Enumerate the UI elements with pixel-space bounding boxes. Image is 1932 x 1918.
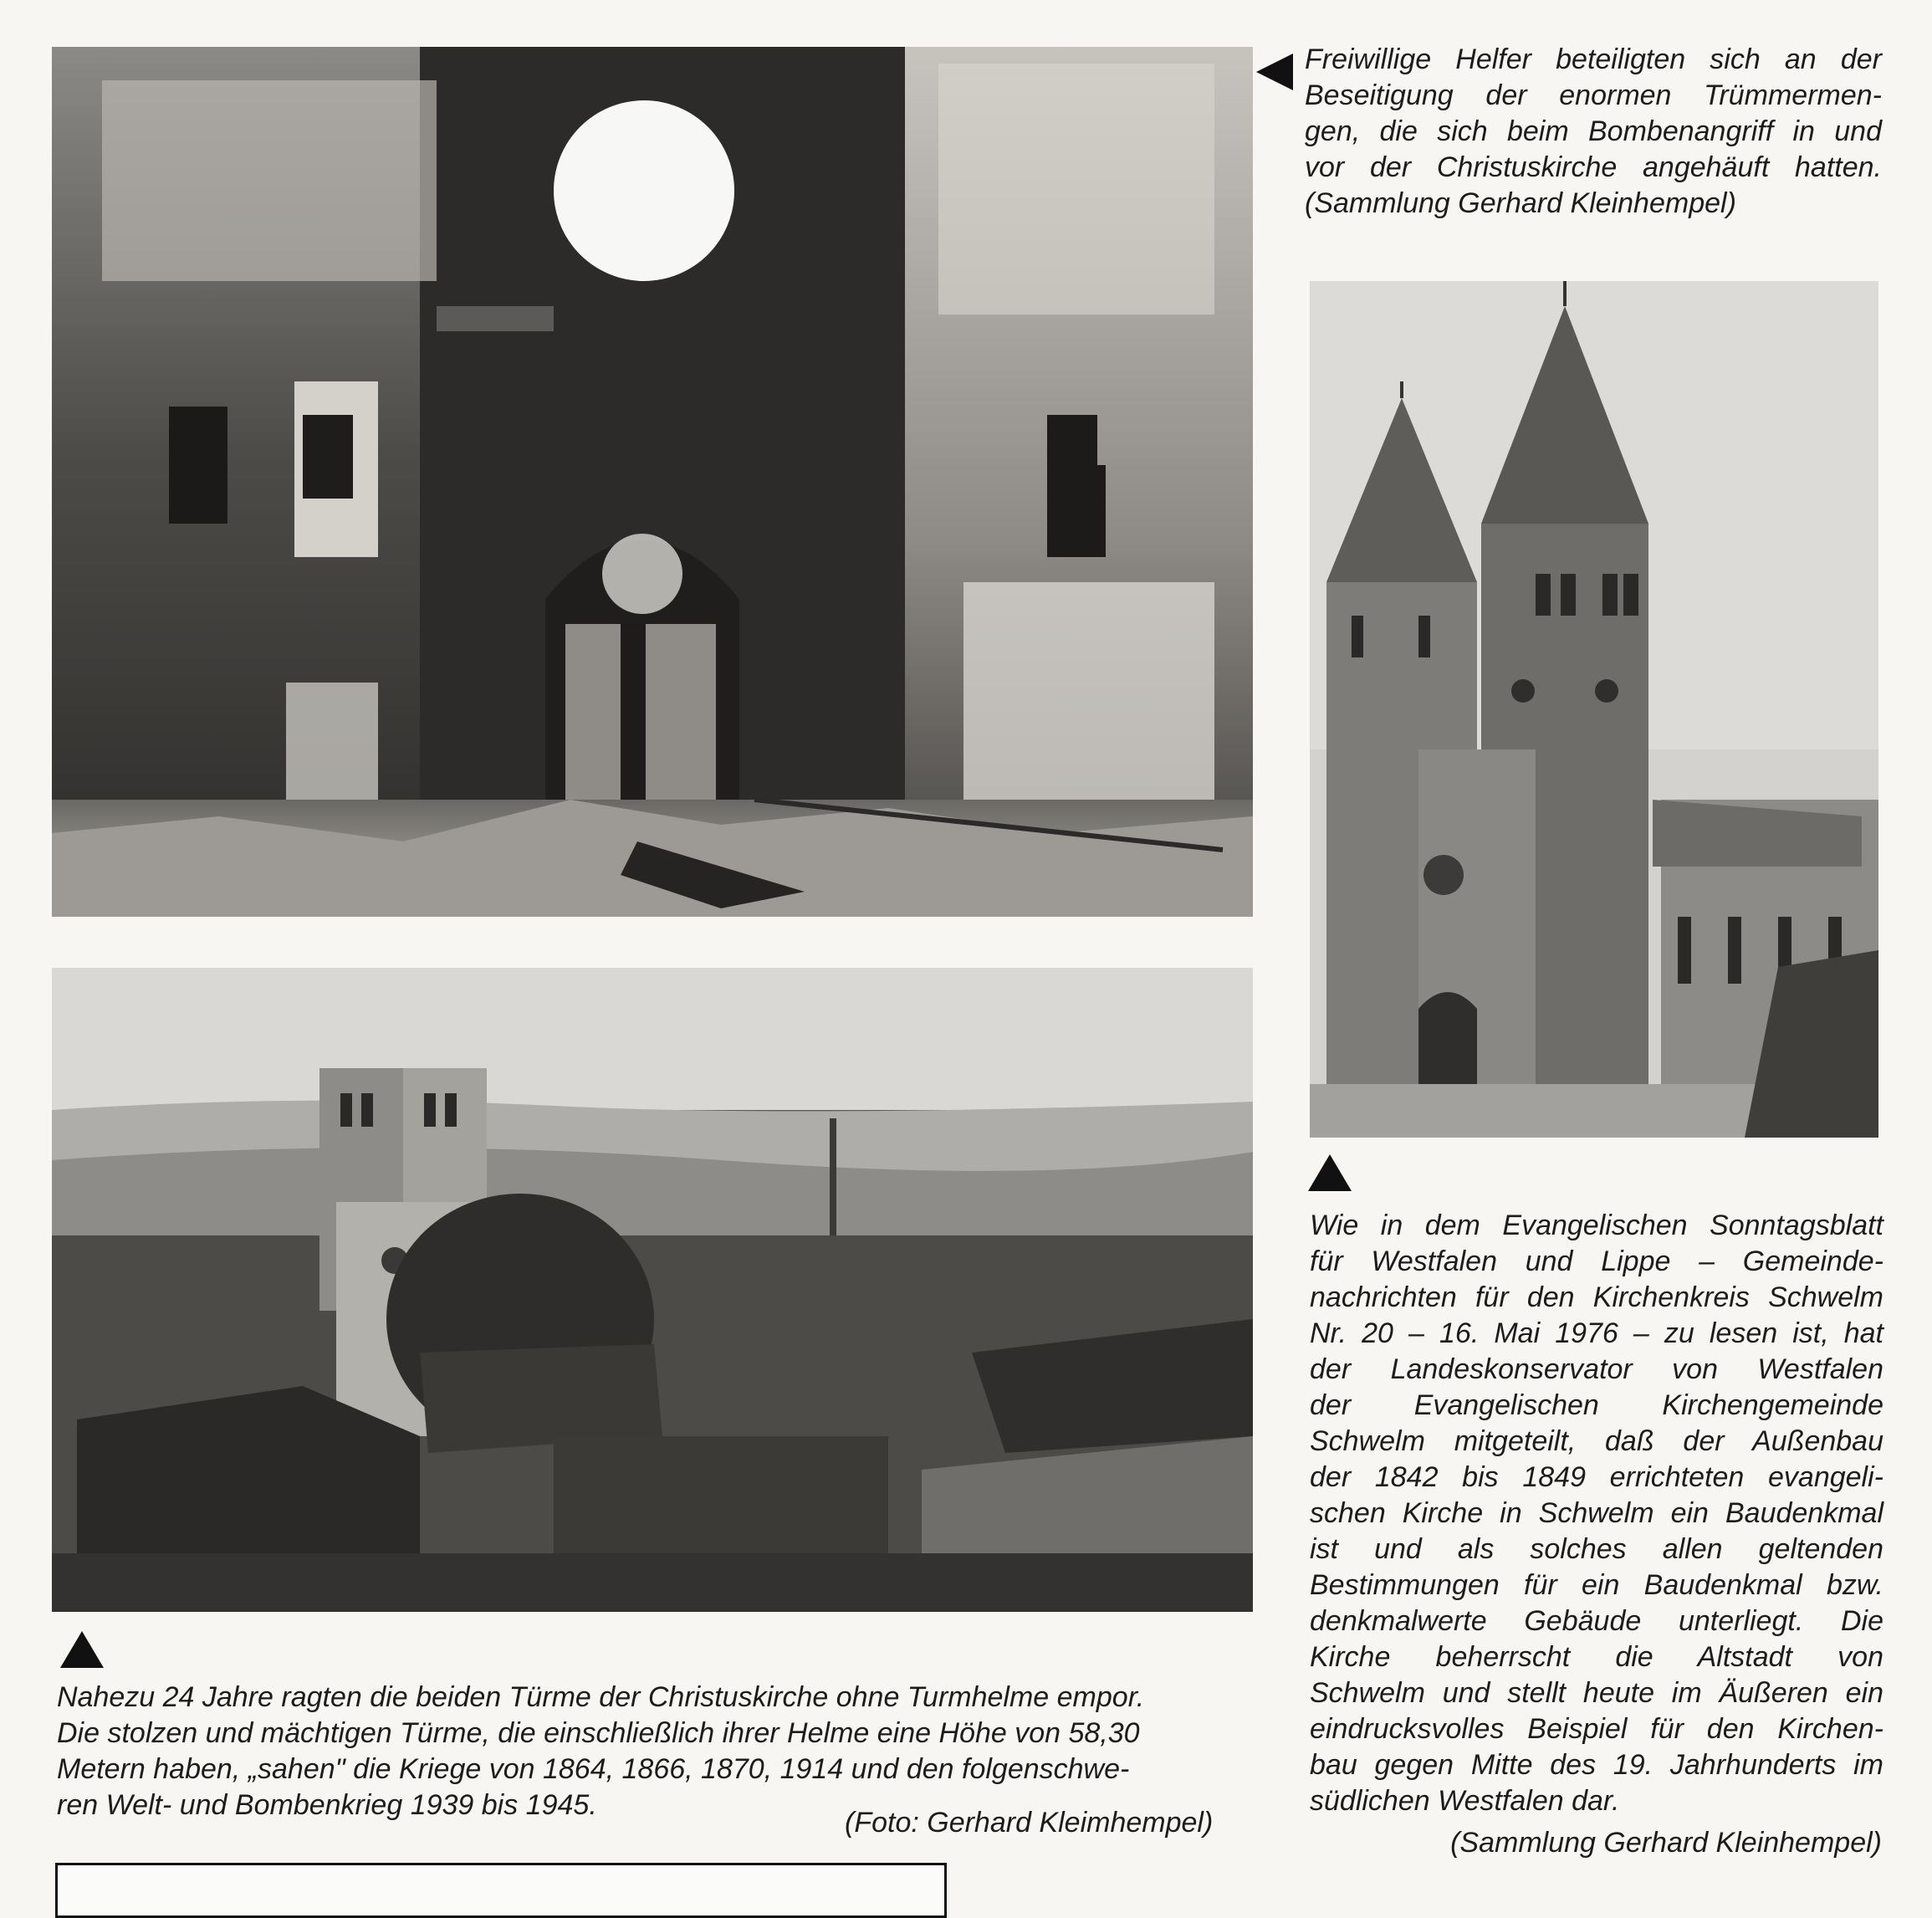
caption-line: Freiwillige Helfer beteiligten sich an der	[1305, 43, 1882, 75]
caption-line: gen, die sich beim Bombenangriff in und	[1305, 115, 1882, 147]
caption-line: Nr. 20 – 16. Mai 1976 – zu lesen ist, hat	[1310, 1317, 1883, 1349]
church-photo-graphic	[1310, 281, 1878, 1138]
townscape-photo	[52, 968, 1253, 1612]
caption-line: Metern haben, „sahen" die Kriege von 1864, 1866, 1870, 1914 und den folgenschwe-	[57, 1753, 1130, 1785]
caption-right	[1310, 1208, 1883, 1819]
caption-line: der 1842 bis 1849 errichteten evangeli-	[1310, 1461, 1883, 1493]
caption-line: ren Welt- und Bombenkrieg 1939 bis 1945.	[57, 1789, 597, 1821]
caption-bottom-left	[57, 1680, 1261, 1823]
caption-line: Schwelm mitgeteilt, daß der Außenbau	[1310, 1425, 1883, 1457]
caption-line: Schwelm und stellt heute im Äußeren ein	[1310, 1677, 1883, 1709]
caption-line: südlichen Westfalen dar.	[1310, 1785, 1620, 1817]
bottom-frame-box	[55, 1863, 947, 1918]
triangle-up-icon	[60, 1631, 104, 1668]
caption-line: Nahezu 24 Jahre ragten die beiden Türme der Christuskirche ohne Turmhelme empor.	[57, 1681, 1145, 1713]
caption-line: vor der Christuskirche angehäuft hatten.	[1305, 151, 1882, 183]
caption-right-credit: (Sammlung Gerhard Kleinhempel)	[1450, 1827, 1882, 1859]
caption-line: bau gegen Mitte des 19. Jahrhunderts im	[1310, 1749, 1883, 1781]
church-photo	[1310, 281, 1878, 1138]
caption-line: eindrucksvolles Beispiel für den Kirchen-	[1310, 1713, 1883, 1745]
caption-top-right	[1305, 42, 1882, 222]
bleed-through-text	[55, 920, 63, 951]
caption-bottom-left-credit: (Foto: Gerhard Kleimhempel)	[845, 1807, 1214, 1839]
triangle-left-icon	[1256, 54, 1293, 90]
ruin-photo-graphic	[52, 47, 1253, 917]
caption-line: Wie in dem Evangelischen Sonntagsblatt	[1310, 1210, 1883, 1241]
caption-line: Beseitigung der enormen Trümmermen-	[1305, 79, 1882, 111]
caption-line: der Evangelischen Kirchengemeinde	[1310, 1389, 1883, 1421]
caption-line: der Landeskonservator von Westfalen	[1310, 1353, 1883, 1385]
caption-line: schen Kirche in Schwelm ein Baudenkmal	[1310, 1497, 1883, 1529]
townscape-photo-graphic	[52, 968, 1253, 1612]
caption-line: Kirche beherrscht die Altstadt von	[1310, 1641, 1883, 1673]
caption-line: (Sammlung Gerhard Kleinhempel)	[1305, 187, 1736, 219]
triangle-up-icon	[1308, 1154, 1352, 1191]
caption-line: Die stolzen und mächtigen Türme, die einschließlich ihrer Helme eine Höhe von 58,30	[57, 1717, 1140, 1749]
caption-line: für Westfalen und Lippe – Gemeinde-	[1310, 1245, 1883, 1277]
caption-line: denkmalwerte Gebäude unterliegt. Die	[1310, 1605, 1883, 1637]
caption-line: ist und als solches allen geltenden	[1310, 1533, 1883, 1565]
caption-line: Bestimmungen für ein Baudenkmal bzw.	[1310, 1569, 1883, 1601]
caption-line: nachrichten für den Kirchenkreis Schwelm	[1310, 1281, 1883, 1313]
ruin-photo	[52, 47, 1253, 917]
